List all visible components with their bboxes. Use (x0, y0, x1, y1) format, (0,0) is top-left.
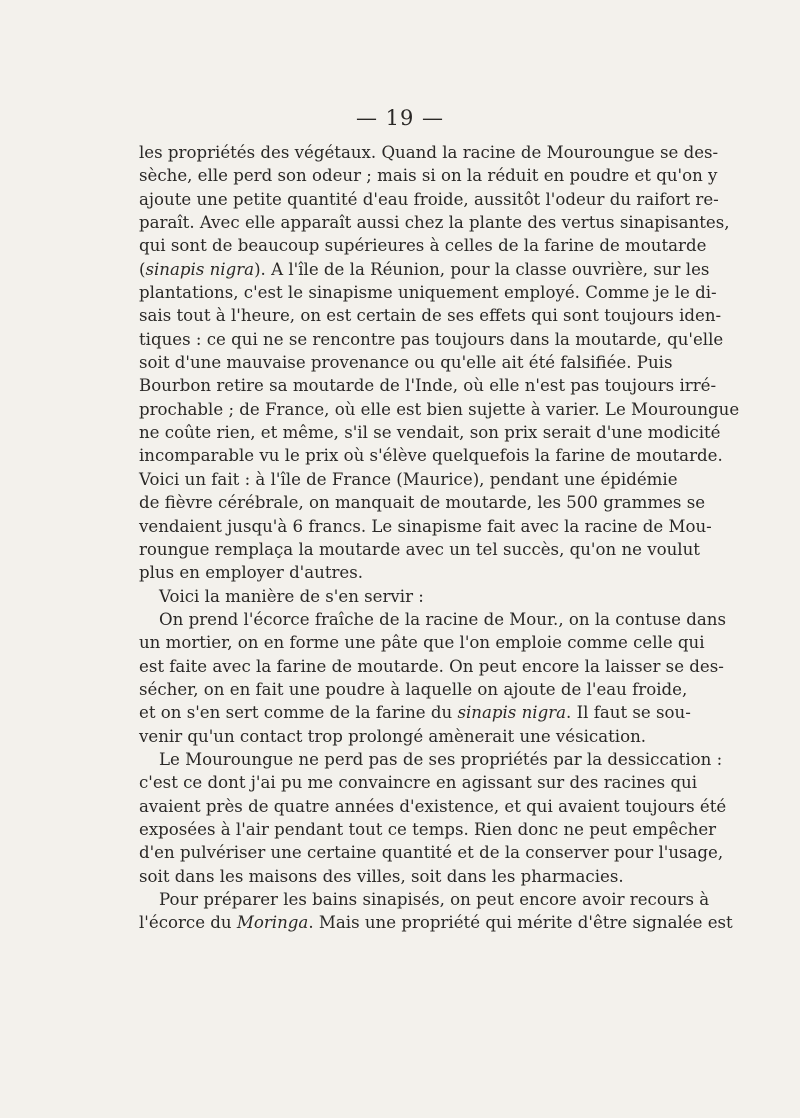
text-line: plantations, c'est le sinapisme uniquement employé. Comme je le di- (139, 283, 717, 303)
text-line: venir qu'un contact trop prolongé amènerait une vésication. (139, 726, 647, 746)
text-segment: l'écorce du (139, 913, 237, 933)
text-line: On prend l'écorce fraîche de la racine de Mour., on la contuse dans (159, 609, 726, 629)
text-line: les propriétés des végétaux. Quand la racine de Mouroungue se des- (139, 143, 719, 162)
text-line: Le Mouroungue ne perd pas de ses propriétés par la dessiccation : (159, 749, 723, 769)
text-line (139, 911, 733, 934)
italic-term: sinapis nigra (457, 703, 567, 723)
text-line: soit d'une mauvaise provenance ou qu'elle ait été falsifiée. Puis (139, 353, 673, 373)
text-line: tiques : ce qui ne se rencontre pas toujours dans la moutarde, qu'elle (139, 329, 724, 349)
text-line: ne coûte rien, et même, s'il se vendait, son prix serait d'une modicité (139, 423, 721, 443)
text-line: plus en employer d'autres. (139, 563, 364, 583)
text-segment: et on s'en sert comme de la farine du (139, 703, 458, 723)
text-line (139, 258, 710, 281)
text-line: c'est ce dont j'ai pu me convaincre en agissant sur des racines qui (139, 773, 698, 793)
text-line: d'en pulvériser une certaine quantité et de la conserver pour l'usage, (139, 843, 724, 863)
text-line: roungue remplaça la moutarde avec un tel succès, qu'on ne voulut (139, 539, 700, 559)
text-line: avaient près de quatre années d'existence, et qui avaient toujours été (139, 796, 727, 816)
text-line: Bourbon retire sa moutarde de l'Inde, où elle n'est pas toujours irré- (139, 376, 717, 396)
text-line: vendaient jusqu'à 6 francs. Le sinapisme fait avec la racine de Mou- (139, 516, 712, 536)
text-segment: . Mais une propriété qui mérite d'être signalée est (308, 913, 733, 933)
text-line: sécher, on en fait une poudre à laquelle on ajoute de l'eau froide, (139, 679, 688, 699)
text-line: exposées à l'air pendant tout ce temps. Rien donc ne peut empêcher (139, 819, 717, 839)
italic-term: sinapis nigra (145, 259, 255, 279)
text-line: sèche, elle perd son odeur ; mais si on la réduit en poudre et qu'on y (139, 166, 718, 186)
text-line: Voici un fait : à l'île de France (Maurice), pendant une épidémie (139, 469, 678, 489)
text-line: prochable ; de France, où elle est bien sujette à varier. Le Mouroungue (139, 399, 740, 419)
text-line: qui sont de beaucoup supérieures à celles de la farine de moutarde (139, 236, 707, 256)
text-segment: ). A l'île de la Réunion, pour la classe ouvrière, sur les (254, 259, 710, 279)
text-line: Voici la manière de s'en servir : (159, 586, 424, 606)
text-segment: . Il faut se sou- (566, 703, 691, 723)
text-line: est faite avec la farine de moutarde. On peut encore la laisser se des- (139, 656, 724, 676)
text-line: incomparable vu le prix où s'élève quelquefois la farine de moutarde. (139, 446, 723, 466)
text-line: paraît. Avec elle apparaît aussi chez la plante des vertus sinapisantes, (139, 213, 730, 233)
page-number: — 19 — (355, 106, 445, 130)
text-line: de fièvre cérébrale, on manquait de moutarde, les 500 grammes se (139, 493, 706, 513)
body-text (139, 141, 740, 935)
italic-term: Moringa (236, 913, 309, 933)
text-line: Pour préparer les bains sinapisés, on peut encore avoir recours à (159, 890, 710, 909)
text-line: un mortier, on en forme une pâte que l'on emploie comme celle qui (139, 633, 705, 653)
text-line (139, 701, 691, 724)
text-segment: ( (139, 259, 146, 279)
text-line: soit dans les maisons des villes, soit dans les pharmacies. (139, 866, 624, 886)
text-line: sais tout à l'heure, on est certain de ses effets qui sont toujours iden- (139, 306, 722, 326)
text-line: ajoute une petite quantité d'eau froide, aussitôt l'odeur du raifort re- (139, 189, 719, 209)
